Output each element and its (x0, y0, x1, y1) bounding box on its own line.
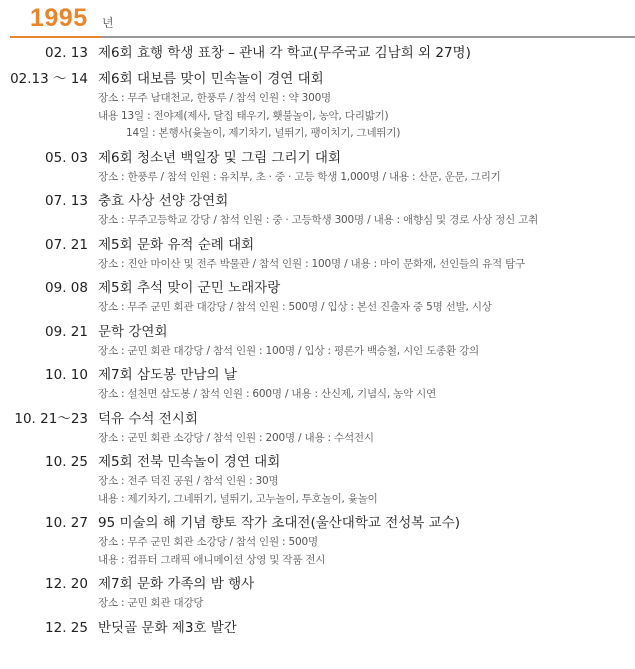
event-title: 문학 강연회 (98, 323, 168, 340)
event-date: 10. 27 (45, 515, 88, 531)
event-date: 12. 25 (45, 619, 88, 636)
event-detail: 장소 : 군민 회관 대강당 (98, 597, 204, 609)
event-date: 07. 13 (45, 193, 88, 209)
event-title: 제6회 청소년 백일장 및 그림 그리기 대회 (98, 149, 341, 166)
event-item (0, 317, 635, 361)
event-detail: 장소 : 무주 남대천교, 한풍루 / 참석 인원 : 약 300명 (98, 92, 331, 104)
event-title: 95 미술의 해 기념 향토 작가 초대전(울산대학교 전성복 교수) (98, 515, 460, 531)
event-item (0, 569, 635, 613)
event-title: 제6회 효행 학생 표창 – 관내 각 학교(무주국교 김남희 외 27명) (98, 45, 471, 61)
event-item (0, 273, 635, 317)
event-title: 덕유 수석 전시회 (98, 410, 198, 427)
event-item (0, 360, 635, 404)
event-date: 09. 08 (45, 280, 88, 296)
event-detail: 장소 : 무주고등학교 강당 / 참석 인원 : 중 · 고등학생 300명 / 내용 : 애향심 및 경로 사상 정신 고취 (98, 214, 539, 226)
event-detail: 장소 : 진안 마이산 및 전주 박물관 / 참석 인원 : 100명 / 내용 : 마이 문화재, 선인들의 유적 탐구 (98, 257, 525, 270)
event-list (0, 38, 635, 639)
event-title: 제7회 문화 가족의 밤 행사 (98, 576, 255, 592)
event-item (0, 38, 635, 64)
event-detail: 내용 : 제기차기, 그네뛰기, 널뛰기, 고누놀이, 투호놀이, 윷놀이 (98, 492, 378, 505)
event-title: 제7회 삼도봉 만남의 날 (98, 367, 237, 383)
event-date: 02.13 ～ 14 (10, 71, 88, 87)
event-detail: 장소 : 설천면 삼도봉 / 참석 인원 : 600명 / 내용 : 산신제, 기념식, 농악 시연 (98, 388, 437, 400)
event-date: 09. 21 (45, 323, 88, 340)
event-date: 10. 21～23 (14, 410, 88, 427)
event-item (0, 404, 635, 448)
event-detail: 내용 13일 : 전야제(제사, 달집 태우기, 횃불놀이, 농악, 다리밟기) (98, 109, 389, 122)
event-item (0, 143, 635, 187)
event-item (0, 447, 635, 508)
event-item (0, 186, 635, 230)
event-item (0, 64, 635, 143)
event-date: 10. 10 (45, 367, 88, 383)
event-date: 10. 25 (45, 454, 88, 470)
year-suffix: 년 (102, 16, 114, 30)
event-date: 12. 20 (45, 576, 88, 592)
event-title: 반딧골 문화 제3호 발간 (98, 619, 237, 636)
event-item (0, 508, 635, 569)
event-date: 02. 13 (45, 45, 88, 61)
event-detail: 장소 : 한풍루 / 참석 인원 : 유치부, 초 · 중 · 고등 학생 1,000명 / 내용 : 산문, 운문, 그리기 (98, 170, 501, 183)
event-title: 제5회 전북 민속놀이 경연 대회 (98, 454, 281, 470)
event-detail: 내용 : 컴퓨터 그래픽 애니메이션 상영 및 작품 전시 (98, 553, 326, 566)
event-detail: 장소 : 군민 회관 소강당 / 참석 인원 : 200명 / 내용 : 수석전시 (98, 431, 374, 444)
event-item (0, 230, 635, 274)
event-date: 05. 03 (45, 149, 88, 166)
event-detail: 장소 : 군민 회관 대강당 / 참석 인원 : 100명 / 입상 : 평론가 백승철, 시인 도종환 강의 (98, 344, 479, 357)
event-date: 07. 21 (45, 236, 88, 253)
event-detail: 장소 : 무주 군민 회관 대강당 / 참석 인원 : 500명 / 입상 : 본선 진출자 중 5명 선발, 시상 (98, 301, 492, 313)
event-title: 충효 사상 선양 강연회 (98, 193, 229, 209)
event-detail: 14일 : 본행사(윷놀이, 제기차기, 널뛰기, 팽이치기, 그네뛰기) (126, 127, 401, 139)
event-item (0, 613, 635, 639)
year-number: 1995 (30, 4, 88, 32)
event-detail: 장소 : 무주 군민 회관 소강당 / 참석 인원 : 500명 (98, 536, 318, 548)
event-title: 제5회 추석 맞이 군민 노래자랑 (98, 280, 281, 296)
event-title: 제6회 대보름 맞이 민속놀이 경연 대회 (98, 71, 324, 87)
event-detail: 장소 : 전주 덕진 공원 / 참석 인원 : 30명 (98, 475, 279, 487)
event-title: 제5회 문화 유적 순례 대회 (98, 236, 255, 253)
